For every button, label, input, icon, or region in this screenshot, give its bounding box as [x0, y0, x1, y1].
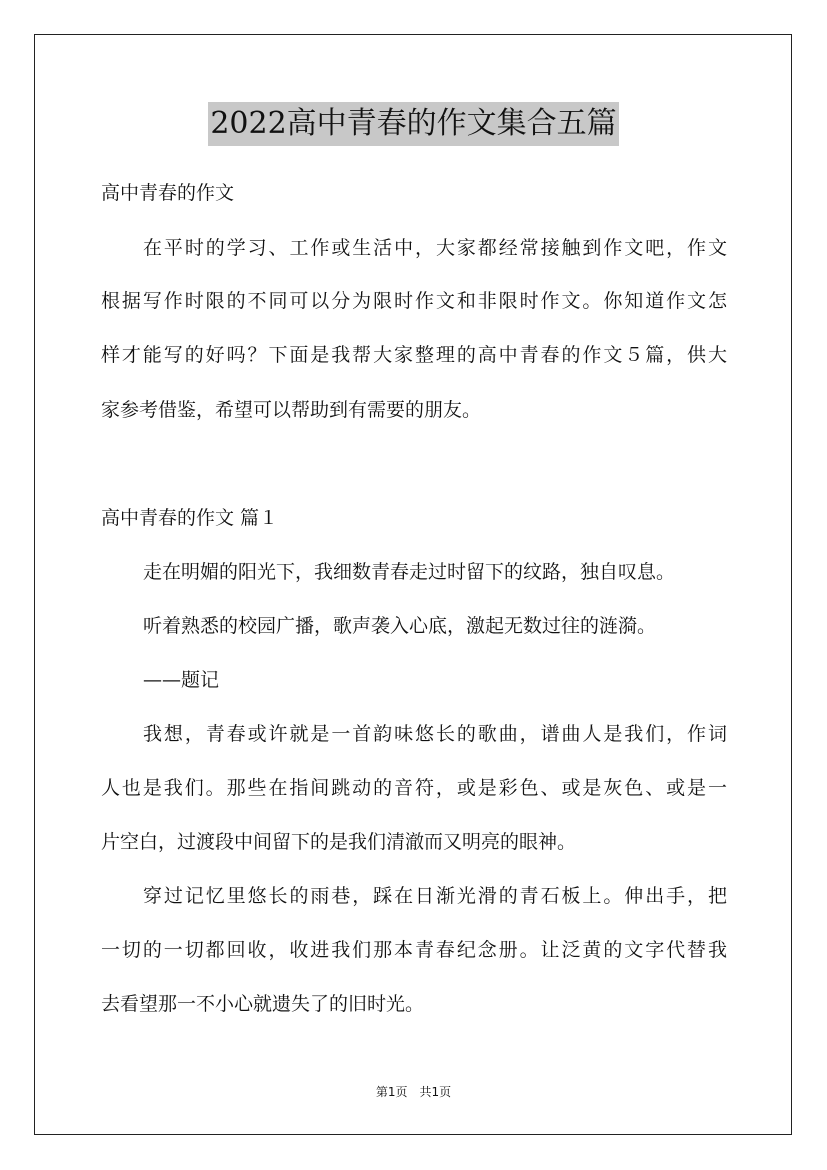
- essay-line-6: 片空白，过渡段中间留下的是我们清澈而又明亮的眼神。: [101, 831, 577, 853]
- epigraph-attribution: ——题记: [143, 669, 220, 691]
- title-container: [0, 102, 827, 146]
- essay-line-7: 穿过记忆里悠长的雨巷，踩在日渐光滑的青石板上。伸出手，把: [143, 885, 727, 907]
- section-heading: 高中青春的作文: [101, 182, 235, 204]
- essay-line-2: 听着熟悉的校园广播，歌声袭入心底，激起无数过往的涟漪。: [143, 615, 657, 637]
- intro-line-3: 样才能写的好吗？下面是我帮大家整理的高中青春的作文５篇，供大: [101, 344, 727, 366]
- intro-line-1: 在平时的学习、工作或生活中，大家都经常接触到作文吧，作文: [143, 237, 727, 259]
- essay-heading: 高中青春的作文 篇１: [101, 507, 279, 529]
- essay-line-5: 人也是我们。那些在指间跳动的音符，或是彩色、或是灰色、或是一: [101, 777, 727, 799]
- essay-line-8: 一切的一切都回收，收进我们那本青春纪念册。让泛黄的文字代替我: [101, 939, 727, 961]
- essay-line-9: 去看望那一不小心就遗失了的旧时光。: [101, 993, 425, 1015]
- document-title: 2022高中青春的作文集合五篇: [208, 102, 618, 146]
- intro-line-4: 家参考借鉴，希望可以帮助到有需要的朋友。: [101, 399, 482, 421]
- essay-line-4: 我想，青春或许就是一首韵味悠长的歌曲，谱曲人是我们，作词: [143, 723, 727, 745]
- essay-line-1: 走在明媚的阳光下，我细数青春走过时留下的纹路，独自叹息。: [143, 561, 676, 583]
- intro-line-2: 根据写作时限的不同可以分为限时作文和非限时作文。你知道作文怎: [101, 290, 727, 312]
- page-footer: 第1页 共1页: [375, 1085, 452, 1099]
